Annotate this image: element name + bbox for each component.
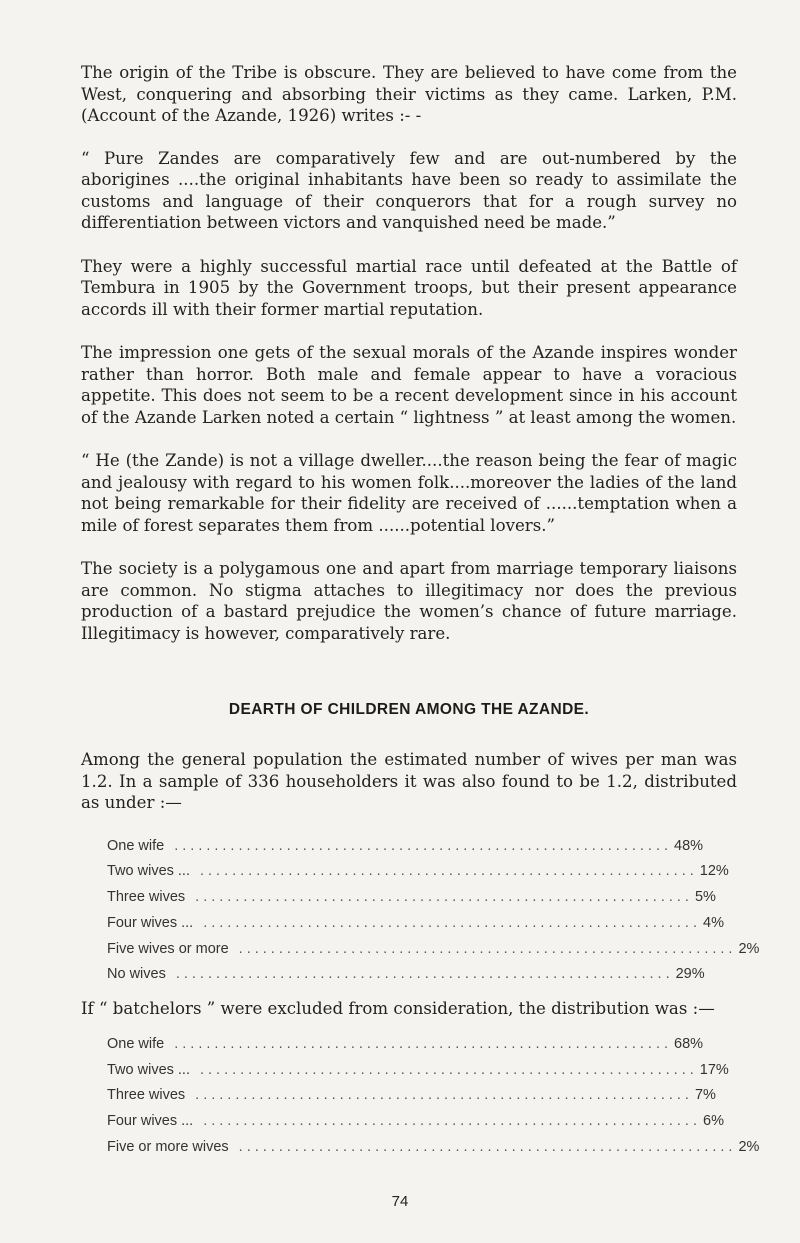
leader-dots: .............................................................. xyxy=(174,837,673,854)
table-row xyxy=(107,837,704,864)
row-value: 2% xyxy=(738,940,760,957)
wives-distribution-excluding-batchelors-table xyxy=(107,1035,760,1165)
row-label: Four wives ... xyxy=(107,1113,194,1130)
table-row xyxy=(107,940,760,967)
paragraph-wives-per-man: Among the general population the estimated number of wives per man was 1.2. In a sample of 336 householders it was also found to be 1.2, distributed as under :— xyxy=(81,750,737,812)
table-row xyxy=(107,889,716,915)
row-label: Two wives ... xyxy=(107,863,190,880)
row-label: One wife xyxy=(107,837,165,854)
leader-dots: .............................................................. xyxy=(203,1113,701,1130)
leader-dots: .............................................................. xyxy=(195,889,693,906)
table-row xyxy=(107,966,705,992)
row-value: 6% xyxy=(703,1113,724,1130)
leader-dots: .............................................................. xyxy=(195,1087,693,1104)
row-label: Four wives ... xyxy=(107,914,194,931)
row-value: 48% xyxy=(674,837,704,854)
paragraph-quote-pure-zandes: “ Pure Zandes are comparatively few and are out-numbered by the aborigines ....the original inhabitants have been so ready to assimilate the customs and language of their conquerors that for a rough survey no differentiation between victors and vanquished need be made.” xyxy=(81,148,737,232)
row-label: Three wives xyxy=(107,1087,186,1104)
section-heading: DEARTH OF CHILDREN AMONG THE AZANDE. xyxy=(228,701,590,718)
row-label: One wife xyxy=(107,1035,165,1052)
row-value: 2% xyxy=(738,1138,760,1155)
table-row xyxy=(107,1138,760,1165)
table-row xyxy=(107,1035,704,1062)
row-label: Five or more wives xyxy=(107,1138,229,1155)
row-value: 68% xyxy=(674,1035,704,1052)
table-row xyxy=(107,1061,729,1088)
row-value: 7% xyxy=(694,1087,716,1104)
row-label: Two wives ... xyxy=(107,1061,190,1078)
leader-dots: .............................................................. xyxy=(174,1035,673,1052)
paragraph-quote-village-dweller: “ He (the Zande) is not a village dweller....the reason being the fear of magic and jealousy with regard to his women folk....moreover the ladies of the land not being remarkable for their fidelity are received of ......temptation when a mile of forest separates them from ......potential lovers.” xyxy=(81,451,737,535)
table-row xyxy=(107,1113,724,1139)
row-label: No wives xyxy=(107,966,166,983)
row-value: 5% xyxy=(694,889,716,906)
row-value: 29% xyxy=(675,966,705,983)
leader-dots: .............................................................. xyxy=(238,940,737,957)
paragraph-origin: The origin of the Tribe is obscure. They are believed to have come from the West, conquering and absorbing their victims as they came. Larken, P.M. (Account of the Azande, 1926) writes :- - xyxy=(81,63,737,125)
row-value: 17% xyxy=(699,1061,729,1078)
leader-dots: .............................................................. xyxy=(200,863,698,880)
row-value: 12% xyxy=(699,863,729,880)
row-label: Five wives or more xyxy=(107,940,229,957)
row-label: Three wives xyxy=(107,889,186,906)
page-number: 74 xyxy=(391,1193,409,1210)
leader-dots: .............................................................. xyxy=(203,914,701,931)
leader-dots: .............................................................. xyxy=(175,966,674,983)
wives-distribution-table xyxy=(107,837,760,993)
paragraph-batchelors-excluded: If “ batchelors ” were excluded from consideration, the distribution was :— xyxy=(81,999,715,1019)
row-value: 4% xyxy=(703,914,724,931)
table-row xyxy=(107,863,729,889)
leader-dots: .............................................................. xyxy=(200,1061,698,1078)
paragraph-polygamous-society: The society is a polygamous one and apart from marriage temporary liaisons are common. No stigma attaches to illegitimacy nor does the previous production of a bastard prejudice the women’s chance of future marriage. Illegitimacy is however, comparatively rare. xyxy=(81,559,737,643)
paragraph-sexual-morals: The impression one gets of the sexual morals of the Azande inspires wonder rather than horror. Both male and female appear to have a voracious appetite. This does not seem to be a recent development since in his account of the Azande Larken noted a certain “ lightness ” at least among the women. xyxy=(81,343,737,427)
table-row xyxy=(107,914,724,941)
table-row xyxy=(107,1087,716,1113)
leader-dots: .............................................................. xyxy=(238,1138,737,1155)
paragraph-martial-race: They were a highly successful martial race until defeated at the Battle of Tembura in 1905 by the Government troops, but their present appearance accords ill with their former martial reputation. xyxy=(81,256,737,319)
document-page xyxy=(81,62,760,1165)
